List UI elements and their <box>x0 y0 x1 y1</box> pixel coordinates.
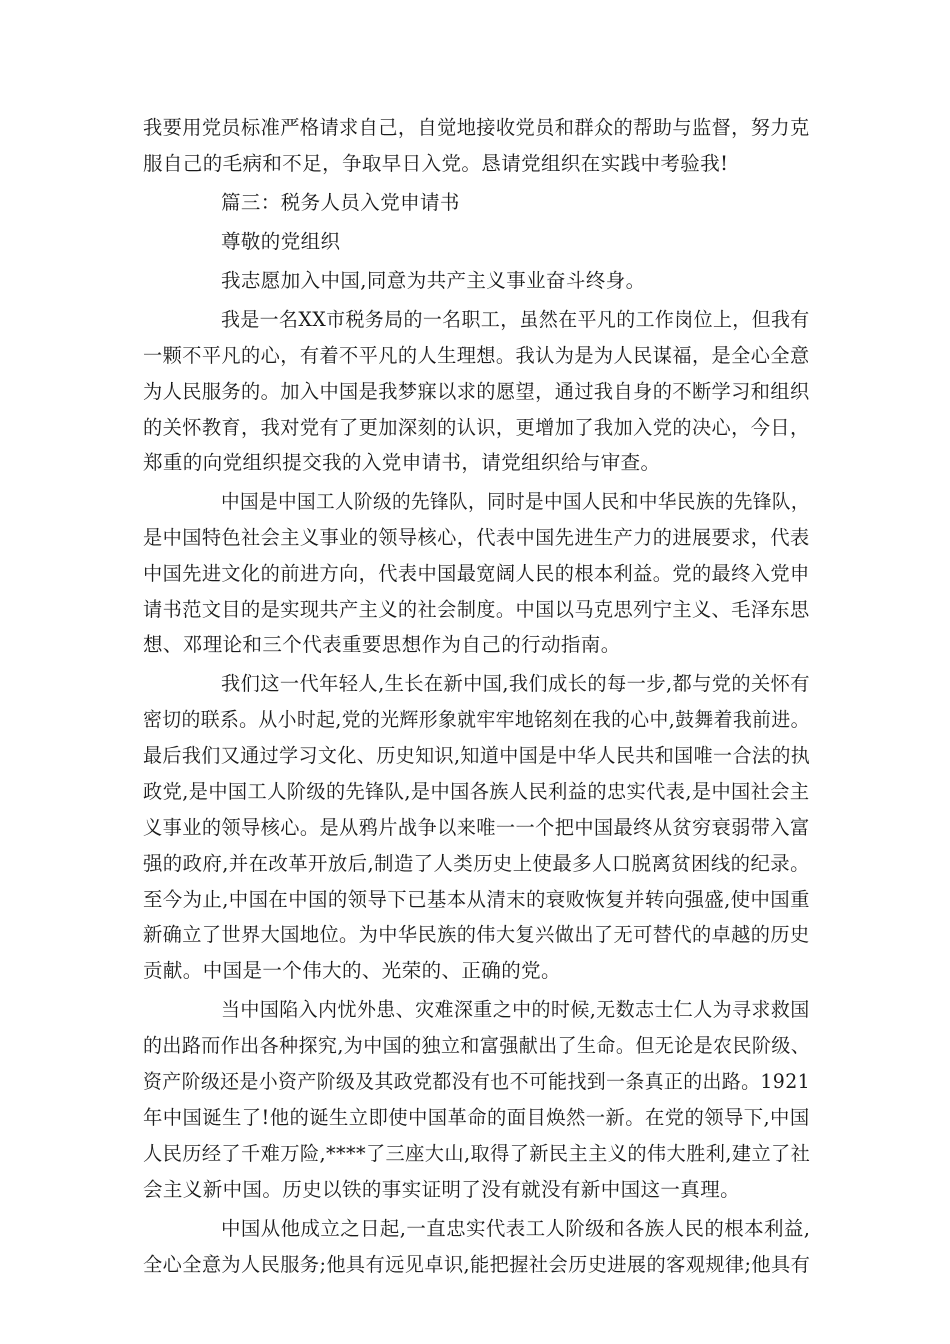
paragraph-line: 我们这一代年轻人,生长在新中国,我们成长的每一步,都与党的关怀有 <box>221 672 810 695</box>
paragraph-line: 至今为止,中国在中国的领导下已基本从清末的衰败恢复并转向强盛,使中国重 <box>143 888 810 911</box>
paragraph-line: 请书范文目的是实现共产主义的社会制度。中国以马克思列宁主义、毛泽东思 <box>143 598 810 621</box>
salutation: 尊敬的党组织 <box>221 230 341 253</box>
paragraph-line: 年中国诞生了!他的诞生立即使中国革命的面目焕然一新。在党的领导下,中国 <box>143 1106 810 1129</box>
paragraph-line: 最后我们又通过学习文化、历史知识,知道中国是中华人民共和国唯一合法的执 <box>143 744 811 767</box>
paragraph-line: 新确立了世界大国地位。为中华民族的伟大复兴做出了无可替代的卓越的历史 <box>143 923 810 946</box>
paragraph-line: 想、邓理论和三个代表重要思想作为自己的行动指南。 <box>143 633 621 656</box>
paragraph-line: 贡献。中国是一个伟大的、光荣的、正确的党。 <box>143 959 561 982</box>
paragraph-line: 密切的联系。从小时起,党的光辉形象就牢牢地铭刻在我的心中,鼓舞着我前进。 <box>143 708 810 731</box>
paragraph-line: 义事业的领导核心。是从鸦片战争以来唯一一个把中国最终从贫穷衰弱带入富 <box>143 816 810 839</box>
paragraph-line: 资产阶级还是小资产阶级及其政党都没有也不可能找到一条真正的出路。1921 <box>143 1070 811 1093</box>
paragraph-line: 我是一名XX市税务局的一名职工，虽然在平凡的工作岗位上，但我有 <box>221 308 810 331</box>
paragraph-line: 当中国陷入内忧外患、灾难深重之中的时候,无数志士仁人为寻求救国 <box>221 998 810 1021</box>
paragraph-line: 的关怀教育，我对党有了更加深刻的认识，更增加了我加入党的决心，今日， <box>143 416 810 439</box>
paragraph-line: 郑重的向党组织提交我的入党申请书，请党组织给与审查。 <box>143 451 661 474</box>
paragraph-line: 我志愿加入中国,同意为共产主义事业奋斗终身。 <box>221 269 646 292</box>
paragraph-line: 会主义新中国。历史以铁的事实证明了没有就没有新中国这一真理。 <box>143 1178 741 1201</box>
paragraph-line: 是中国特色社会主义事业的领导核心，代表中国先进生产力的进展要求，代表 <box>143 526 810 549</box>
paragraph-line: 中国从他成立之日起,一直忠实代表工人阶级和各族人民的根本利益, <box>221 1217 811 1240</box>
paragraph-line: 强的政府,并在改革开放后,制造了人类历史上使最多人口脱离贫困线的纪录。 <box>143 852 810 875</box>
paragraph-line: 服自己的毛病和不足，争取早日入党。恳请党组织在实践中考验我! <box>143 152 729 175</box>
paragraph-line: 中国是中国工人阶级的先锋队，同时是中国人民和中华民族的先锋队， <box>221 490 810 513</box>
paragraph-line: 人民历经了千难万险,****了三座大山,取得了新民主主义的伟大胜利,建立了社 <box>143 1142 811 1165</box>
paragraph-line: 全心全意为人民服务;他具有远见卓识,能把握社会历史进展的客观规律;他具有 <box>143 1253 811 1276</box>
paragraph-line: 政党,是中国工人阶级的先锋队,是中国各族人民利益的忠实代表,是中国社会主 <box>143 780 810 803</box>
paragraph-line: 中国先进文化的前进方向，代表中国最宽阔人民的根本利益。党的最终入党申 <box>143 562 810 585</box>
paragraph-line: 我要用党员标准严格请求自己，自觉地接收党员和群众的帮助与监督，努力克 <box>143 116 810 139</box>
paragraph-line: 一颗不平凡的心，有着不平凡的人生理想。我认为是为人民谋福，是全心全意 <box>143 344 810 367</box>
section-heading: 篇三：税务人员入党申请书 <box>221 191 460 214</box>
paragraph-line: 为人民服务的。加入中国是我梦寐以求的愿望，通过我自身的不断学习和组织 <box>143 380 810 403</box>
paragraph-line: 的出路而作出各种探究,为中国的独立和富强献出了生命。但无论是农民阶级、 <box>143 1034 811 1057</box>
